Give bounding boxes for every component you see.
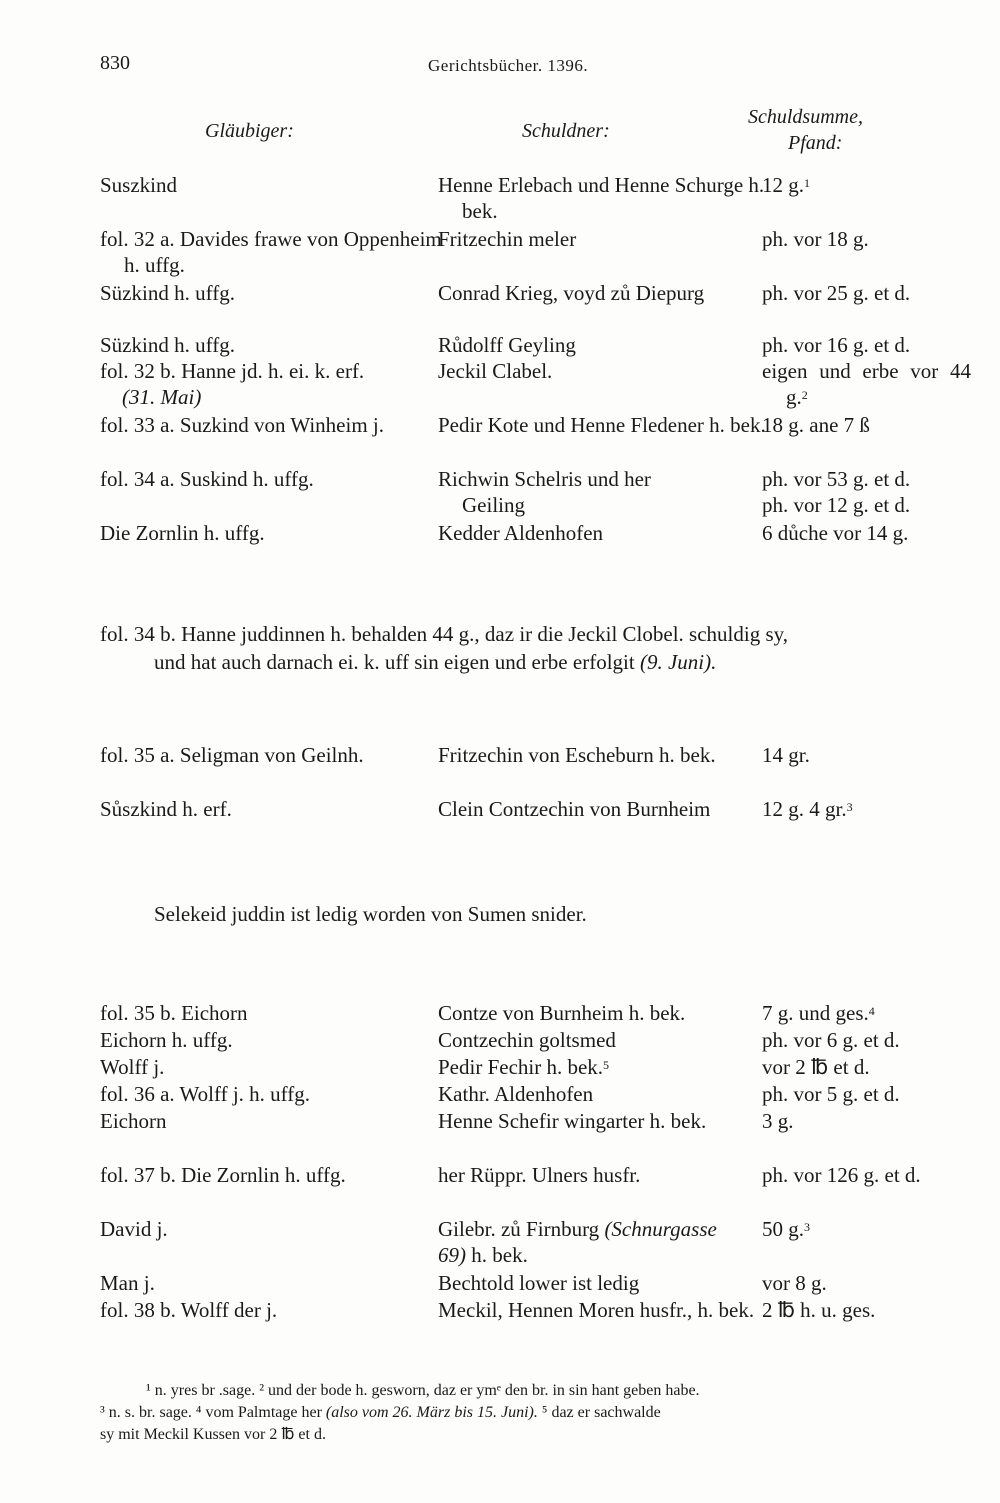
sum-cell: 2 ℔ h. u. ges. bbox=[762, 1298, 876, 1322]
sum-cell: ph. vor 126 g. et d. bbox=[762, 1163, 921, 1187]
creditor-cell: Eichorn bbox=[100, 1109, 167, 1133]
sum-cell: vor 8 g. bbox=[762, 1271, 827, 1295]
footnotes bbox=[100, 1380, 945, 1446]
creditor-cell: David j. bbox=[100, 1217, 168, 1241]
debtor-cell: Henne Schefir wingarter h. bek. bbox=[438, 1109, 707, 1133]
sum-line: ph. vor 12 g. et d. bbox=[762, 493, 911, 517]
debtor-cell: Henne Erlebach und Henne Schurge h. bek. bbox=[438, 173, 765, 223]
sum-cell bbox=[762, 466, 947, 518]
footnote-line: ³ n. s. br. sage. ⁴ vom Palmtage her (also vom 26. März bis 15. Juni). ⁵ daz er sachwalde bbox=[100, 1404, 661, 1421]
creditor-cell: fol. 37 b. Die Zornlin h. uffg. bbox=[100, 1163, 346, 1187]
column-head-pledge: Pfand: bbox=[788, 132, 843, 154]
debtor-cell: Contze von Burnheim h. bek. bbox=[438, 1001, 686, 1025]
column-head-sum: Schuldsumme, bbox=[748, 106, 863, 128]
sum-cell: ph. vor 25 g. et d. bbox=[762, 281, 911, 305]
sum-cell: 50 g.$^3$ bbox=[762, 1217, 810, 1241]
sum-cell: 12 g.$^1$ bbox=[762, 173, 810, 197]
creditor-cell: Süzkind h. uffg. bbox=[100, 281, 235, 305]
debtor-cell: Clein Contzechin von Burnheim bbox=[438, 797, 711, 821]
creditor-cell: Wolff j. bbox=[100, 1055, 165, 1079]
creditor-cell: fol. 38 b. Wolff der j. bbox=[100, 1298, 278, 1322]
creditor-cell: Eichorn h. uffg. bbox=[100, 1028, 233, 1052]
debtor-cell: Pedir Kote und Henne Fledener h. bek. bbox=[438, 413, 766, 437]
creditor-cell bbox=[100, 358, 420, 410]
creditor-cell: Sůszkind h. erf. bbox=[100, 797, 232, 821]
creditor-cell: fol. 33 a. Suzkind von Winheim j. bbox=[100, 413, 384, 437]
paragraph-entry bbox=[100, 620, 945, 676]
creditor-cell: fol. 36 a. Wolff j. h. uffg. bbox=[100, 1082, 311, 1106]
sum-cell: 3 g. bbox=[762, 1109, 794, 1133]
sum-cell: eigen und erbe vor 44 g.$^2$ bbox=[762, 359, 971, 409]
date-note: (31. Mai) bbox=[122, 385, 202, 409]
footnote-line: sy mit Meckil Kussen vor 2 ℔ et d. bbox=[100, 1426, 326, 1443]
debtor-cell: Gilebr. zů Firnburg (Schnurgasse 69) h. bek. bbox=[438, 1217, 717, 1267]
sum-cell: 6 důche vor 14 g. bbox=[762, 521, 909, 545]
debtor-cell: Kedder Aldenhofen bbox=[438, 521, 604, 545]
debtor-cell: Růdolff Geyling bbox=[438, 333, 576, 357]
debtor-cell: Bechtold lower ist ledig bbox=[438, 1271, 640, 1295]
sum-cell: 14 gr. bbox=[762, 743, 810, 767]
paragraph-line: fol. 34 b. Hanne juddinnen h. behalden 44 g., daz ir die Jeckil Clobel. schuldig sy, bbox=[100, 622, 788, 646]
debtor-cell: Fritzechin meler bbox=[438, 227, 577, 251]
debtor-cell: Contzechin goltsmed bbox=[438, 1028, 616, 1052]
creditor-cell: Suszkind bbox=[100, 173, 178, 197]
note-line: Selekeid juddin ist ledig worden von Sumen snider. bbox=[154, 902, 587, 926]
debtor-cell: Kathr. Aldenhofen bbox=[438, 1082, 594, 1106]
creditor-cell: fol. 32 a. Davides frawe von Oppenheim h. uffg. bbox=[100, 227, 442, 277]
debtor-cell: Meckil, Hennen Moren husfr., h. bek. bbox=[438, 1298, 755, 1322]
debtor-cell: Jeckil Clabel. bbox=[438, 359, 553, 383]
creditor-cell: Man j. bbox=[100, 1271, 155, 1295]
sum-cell: 7 g. und ges.$^4$ bbox=[762, 1001, 875, 1025]
sum-cell: vor 2 ℔ et d. bbox=[762, 1055, 870, 1079]
sum-line: ph. vor 53 g. et d. bbox=[762, 467, 911, 491]
debtor-cell: Pedir Fechir h. bek.$^5$ bbox=[438, 1055, 610, 1079]
paragraph-line: und hat auch darnach ei. k. uff sin eigen und erbe erfolgit (9. Juni). bbox=[154, 650, 717, 674]
creditor-cell: Die Zornlin h. uffg. bbox=[100, 521, 265, 545]
sum-cell: ph. vor 16 g. et d. bbox=[762, 333, 911, 357]
debtor-cell: Conrad Krieg, voyd zů Diepurg bbox=[438, 281, 705, 305]
debtor-cell: Richwin Schelris und her Geiling bbox=[438, 467, 651, 517]
creditor-text: fol. 32 b. Hanne jd. h. ei. k. erf. bbox=[100, 359, 365, 383]
sum-cell: 18 g. ane 7 ß bbox=[762, 413, 870, 437]
sum-cell: ph. vor 5 g. et d. bbox=[762, 1082, 900, 1106]
creditor-cell: Süzkind h. uffg. bbox=[100, 333, 235, 357]
creditor-cell: fol. 35 a. Seligman von Geilnh. bbox=[100, 743, 364, 767]
creditor-cell: fol. 35 b. Eichorn bbox=[100, 1001, 248, 1025]
running-title: Gerichtsbücher. 1396. bbox=[428, 56, 589, 75]
footnote-line: ¹ n. yres br .sage. ² und der bode h. gesworn, daz er ymᵉ den br. in sin hant geben habe. bbox=[146, 1382, 700, 1399]
debtor-cell: Fritzechin von Escheburn h. bek. bbox=[438, 743, 716, 767]
sum-cell: ph. vor 6 g. et d. bbox=[762, 1028, 900, 1052]
debtor-cell: her Rüppr. Ulners husfr. bbox=[438, 1163, 641, 1187]
column-head-debtor: Schuldner: bbox=[522, 120, 610, 142]
creditor-cell: fol. 34 a. Suskind h. uffg. bbox=[100, 467, 314, 491]
column-head-creditor: Gläubiger: bbox=[205, 120, 294, 142]
sum-cell: ph. vor 18 g. bbox=[762, 227, 869, 251]
sum-cell: 12 g. 4 gr.$^3$ bbox=[762, 797, 853, 821]
page-number: 830 bbox=[100, 52, 130, 74]
